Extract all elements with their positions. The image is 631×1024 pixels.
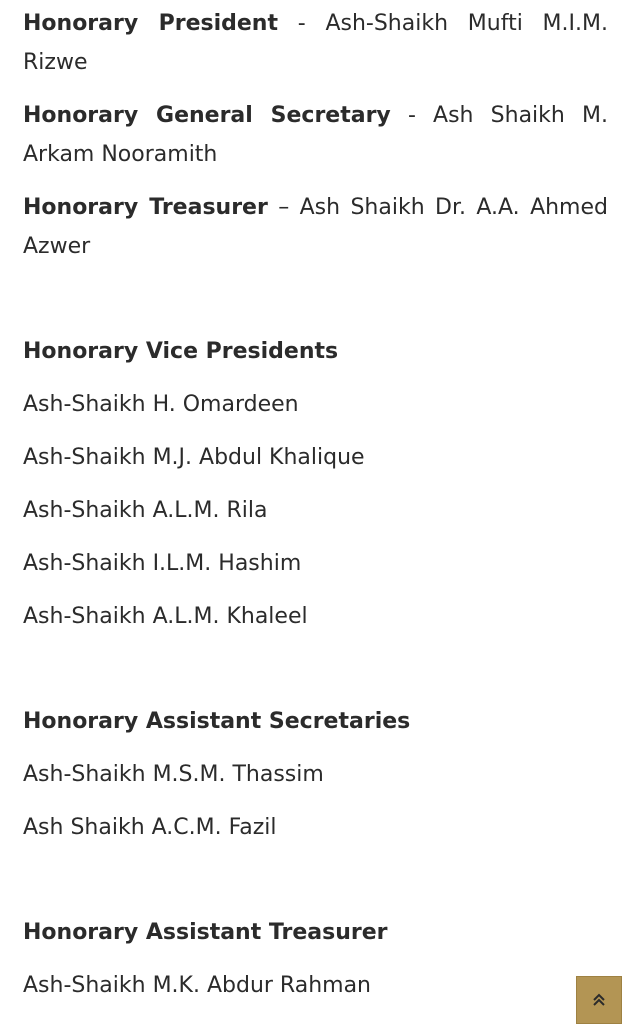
spacer	[23, 861, 608, 913]
list-item: Ash Shaikh A.C.M. Fazil	[23, 815, 277, 840]
list-item: Ash-Shaikh A.L.M. Khaleel	[23, 604, 308, 629]
officer-separator: –	[267, 195, 300, 220]
officer-treasurer	[23, 188, 608, 266]
list-item: Ash-Shaikh A.L.M. Rila	[23, 498, 268, 523]
list-item: Ash-Shaikh M.J. Abdul Khalique	[23, 445, 365, 470]
double-chevron-up-icon	[592, 992, 606, 1008]
officer-name: Ash-Shaikh Mufti M.I.M. Rizwe	[23, 11, 608, 75]
list-item: Ash-Shaikh M.S.M. Thassim	[23, 762, 324, 787]
officer-general-secretary	[23, 96, 608, 174]
officer-name: Ash Shaikh Dr. A.A. Ahmed Azwer	[23, 195, 608, 259]
officer-role: Honorary Treasurer	[23, 195, 268, 220]
officer-role: Honorary General Secretary	[23, 103, 391, 128]
back-to-top-button[interactable]	[576, 976, 622, 1024]
spacer	[23, 650, 608, 702]
list-item: Ash-Shaikh H. Omardeen	[23, 392, 299, 417]
list-item: Ash-Shaikh M.K. Abdur Rahman	[23, 973, 372, 998]
officer-name: Ash Shaikh M. Arkam Nooramith	[23, 103, 608, 167]
officer-role: Honorary President	[23, 11, 278, 36]
section-heading-assistant-treasurer: Honorary Assistant Treasurer	[23, 920, 388, 945]
section-heading-assistant-secretaries: Honorary Assistant Secretaries	[23, 709, 411, 734]
list-item: Ash-Shaikh I.L.M. Hashim	[23, 551, 302, 576]
officer-separator: -	[278, 11, 326, 36]
section-heading-vice-presidents: Honorary Vice Presidents	[23, 339, 339, 364]
officer-president	[23, 4, 608, 82]
officer-separator: -	[390, 103, 434, 128]
spacer	[23, 280, 608, 332]
page-content	[23, 4, 608, 1019]
